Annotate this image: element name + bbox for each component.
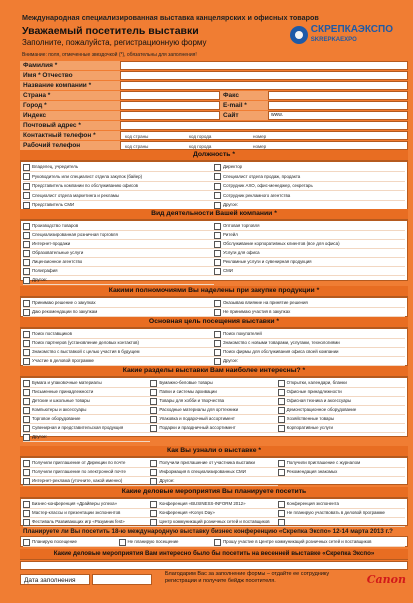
option-item[interactable] [23, 276, 214, 285]
checkbox[interactable] [119, 539, 126, 546]
work-phone-field[interactable] [120, 141, 408, 150]
option-label: Оптовая торговля [223, 223, 260, 228]
option-item[interactable] [23, 357, 214, 366]
option-label: Товары для хобби и творчества [159, 398, 225, 403]
option-item[interactable] [278, 518, 405, 527]
checkbox[interactable] [214, 202, 221, 209]
option-item[interactable] [278, 388, 405, 397]
option-label: Не планирую посещение [127, 539, 179, 544]
checkbox[interactable] [23, 380, 30, 387]
option-item[interactable] [278, 424, 405, 433]
events-options [20, 498, 408, 526]
option-label: Поиск фирмы для обслуживания офиса своей компании [223, 349, 339, 354]
option-item[interactable] [278, 509, 405, 518]
option-item[interactable] [278, 397, 405, 406]
events-section [20, 487, 408, 526]
option-label: Бизнес-конференция «Драйверы успеха» [32, 501, 118, 506]
footer [20, 571, 408, 589]
canon-logo: Canon [366, 573, 406, 586]
option-label: Не принимаю участия в закупках [223, 309, 291, 314]
option-item[interactable] [23, 348, 214, 357]
option-item[interactable] [23, 406, 150, 415]
option-item[interactable] [23, 299, 214, 308]
option-label: Демонстрационное оборудование [286, 407, 357, 412]
contact-phone-label: Контактный телефон * [20, 131, 120, 140]
option-label: Сотрудник АХО, офис-менеджер, секретарь [223, 183, 313, 189]
option-item[interactable] [278, 415, 405, 424]
thanks-text: Благодарим Вас за заполнение формы – отдайте ее сотруднику регистрации и получите бейдж посетителя. [165, 571, 330, 584]
option-label: Знакомство с выставкой с целью участия в будущем [32, 349, 140, 354]
checkbox[interactable] [214, 268, 221, 275]
option-label: Другое: [32, 434, 48, 439]
option-item[interactable] [214, 330, 405, 339]
option-item[interactable] [23, 433, 150, 442]
checkbox[interactable] [23, 539, 30, 546]
checkbox[interactable] [23, 340, 30, 347]
checkbox[interactable] [23, 300, 30, 307]
checkbox[interactable] [150, 469, 157, 476]
option-label: Ритейл [223, 232, 238, 237]
checkbox[interactable] [214, 349, 221, 356]
option-item[interactable] [214, 182, 405, 191]
form-subtitle: Заполните, пожалуйста, регистрационную форму [22, 38, 207, 47]
option-item[interactable] [23, 477, 150, 486]
option-label: Упаковка и подарочный ассортимент [159, 416, 235, 421]
checkbox[interactable] [214, 309, 221, 316]
index-field[interactable] [120, 111, 220, 120]
checkbox[interactable] [150, 389, 157, 396]
option-label: Руководитель или специалист отдела закупок (байер) [32, 173, 143, 179]
option-item[interactable] [23, 397, 150, 406]
name-field[interactable] [120, 71, 408, 80]
option-item[interactable] [214, 538, 405, 547]
country-code-hint: код страны [125, 134, 149, 139]
activity-title: Вид деятельности Вашей компании * [20, 209, 408, 220]
option-item[interactable] [214, 308, 405, 317]
logo-name: СКРЕПКАЭКСПО [310, 24, 393, 35]
checkbox[interactable] [150, 407, 157, 414]
checkbox[interactable] [23, 389, 30, 396]
number-hint: номер [253, 134, 267, 139]
contact-phone-field[interactable] [120, 131, 408, 140]
authority-title: Какими полномочиями Вы наделены при закупке продукции * [20, 286, 408, 297]
checkbox[interactable] [23, 425, 30, 432]
checkbox[interactable] [278, 389, 285, 396]
option-label: Информация в специализированных СМИ [159, 469, 246, 474]
option-item[interactable] [150, 459, 277, 468]
option-label: Прошу участие в Центре коммуникаций розничных сетей и поставщиков [223, 539, 372, 544]
option-item[interactable] [23, 231, 214, 240]
checkbox[interactable] [214, 259, 221, 266]
checkbox[interactable] [23, 460, 30, 467]
option-label: Сувенирная и представительская продукция [32, 425, 124, 430]
checkbox[interactable] [214, 173, 221, 180]
option-label: Хозяйственные товары [286, 416, 335, 421]
option-item[interactable] [214, 192, 405, 201]
option-label: Планирую посещение [32, 539, 77, 544]
checkbox[interactable] [278, 460, 285, 467]
checkbox[interactable] [23, 469, 30, 476]
events-title: Какие деловые мероприятия Вы планируете посетить [20, 487, 408, 498]
fax-label: Факс [220, 91, 268, 100]
plan-section [20, 527, 408, 547]
checkbox[interactable] [23, 349, 30, 356]
option-label: Папки и системы архивации [159, 389, 217, 394]
company-field[interactable] [120, 81, 408, 90]
checkbox[interactable] [23, 268, 30, 275]
option-label: Офисные принадлежности [286, 389, 342, 394]
work-phone-label: Рабочий телефон [20, 141, 120, 150]
interest-section [20, 366, 408, 437]
option-item[interactable] [23, 330, 214, 339]
option-item[interactable] [150, 477, 277, 486]
option-label: Подарки и праздничный ассортимент [159, 425, 236, 430]
option-label: СМИ [223, 268, 233, 273]
option-label: Корпоративные услуги [286, 425, 333, 430]
index-label: Индекс [20, 111, 120, 120]
option-label: Расходные материалы для оргтехники [159, 407, 239, 412]
city-code-hint: код города [189, 144, 212, 149]
option-label: Принимаю решение о закупках [32, 300, 96, 305]
checkbox[interactable] [214, 250, 221, 257]
option-label: Торговое оборудование [32, 416, 81, 421]
number-hint: номер [253, 144, 267, 149]
registration-form [4, 3, 409, 597]
option-item[interactable] [23, 424, 150, 433]
option-item[interactable] [214, 258, 405, 267]
checkbox[interactable] [278, 407, 285, 414]
checkbox[interactable] [23, 183, 30, 190]
checkbox[interactable] [23, 259, 30, 266]
family-field[interactable] [120, 61, 408, 70]
option-label: Другое: [159, 478, 175, 483]
checkbox[interactable] [214, 232, 221, 239]
checkbox[interactable] [23, 173, 30, 180]
option-item[interactable] [23, 258, 214, 267]
option-label: Не планирую участвовать в деловой программе [286, 510, 385, 515]
option-label: Открытки, календари, бланки [286, 380, 347, 385]
checkbox[interactable] [23, 510, 30, 517]
option-label: Фестиваль Развивающих игр «Разумник fest» [32, 519, 125, 524]
future-question: Какие деловые мероприятия Вам интересно было бы посетить на весенней выставке «Скрепка Экспо» [20, 549, 408, 560]
checkbox[interactable] [278, 380, 285, 387]
authority-section [20, 286, 408, 317]
checkbox[interactable] [214, 340, 221, 347]
checkbox[interactable] [150, 501, 157, 508]
option-label: Конференция экспонента [286, 501, 339, 506]
option-item[interactable] [214, 163, 405, 172]
goal-section [20, 317, 408, 366]
option-label: Директор [223, 164, 243, 169]
option-item[interactable] [23, 538, 119, 547]
date-field[interactable] [92, 574, 152, 585]
option-label: Офисная техника и аксессуары [286, 398, 352, 403]
option-item[interactable] [150, 379, 277, 388]
authority-options [20, 297, 408, 317]
option-label: Получили приглашение от Дирекции по почте [32, 460, 126, 465]
option-item[interactable] [119, 538, 215, 547]
checkbox[interactable] [150, 519, 157, 526]
checkbox[interactable] [150, 478, 157, 485]
checkbox[interactable] [23, 309, 30, 316]
option-label: Поиск поставщиков [32, 331, 72, 336]
option-label: Рекламные услуги и сувенирная продукция [223, 259, 312, 264]
option-item[interactable] [23, 468, 150, 477]
checkbox[interactable] [150, 416, 157, 423]
checkbox[interactable] [150, 425, 157, 432]
option-item[interactable] [150, 415, 277, 424]
option-item[interactable] [214, 357, 405, 366]
name-label: Имя * Отчество [20, 71, 120, 80]
option-label: Специализированная розничная торговля [32, 232, 118, 237]
activity-section [20, 209, 408, 281]
city-label: Город * [20, 101, 120, 110]
option-item[interactable] [214, 339, 405, 348]
checkbox[interactable] [214, 331, 221, 338]
checkbox[interactable] [23, 164, 30, 171]
checkbox[interactable] [278, 398, 285, 405]
option-item[interactable] [214, 249, 405, 258]
option-label: Другое: [32, 277, 48, 282]
checkbox[interactable] [23, 223, 30, 230]
checkbox[interactable] [150, 398, 157, 405]
option-item[interactable] [278, 406, 405, 415]
option-item[interactable] [278, 500, 405, 509]
option-label: Знакомство с новыми товарами, услугами, технологиями [223, 340, 340, 345]
option-label: Детские и школьные товары [32, 398, 90, 403]
checkbox[interactable] [214, 183, 221, 190]
address-label: Почтовый адрес * [20, 121, 120, 130]
option-label: Владелец, учредитель [32, 164, 79, 169]
checkbox[interactable] [278, 416, 285, 423]
option-label: Даю рекомендации по закупкам [32, 309, 98, 314]
option-label: Получили приглашение с журналом [286, 460, 361, 465]
checkbox[interactable] [150, 460, 157, 467]
required-note: Внимание: поля, отмеченные звездочкой (*), обязательны для заполнения! [22, 52, 197, 58]
checkbox[interactable] [23, 407, 30, 414]
position-options [20, 161, 408, 213]
checkbox[interactable] [23, 416, 30, 423]
checkbox[interactable] [23, 202, 30, 209]
source-section [20, 446, 408, 485]
option-item[interactable] [150, 518, 277, 527]
option-label: Поиск покупателей [223, 331, 262, 336]
option-label: Участие в деловой программе [32, 358, 94, 363]
checkbox[interactable] [278, 501, 285, 508]
option-label: Другое: [223, 202, 239, 208]
checkbox[interactable] [23, 250, 30, 257]
option-item[interactable] [23, 222, 214, 231]
option-item[interactable] [150, 388, 277, 397]
checkbox[interactable] [214, 539, 221, 546]
option-label: Поиск партнеров (установление деловых контактов) [32, 340, 139, 345]
logo-sub: SKREPKAEXPO [310, 37, 357, 43]
option-item[interactable] [23, 192, 214, 201]
goal-title: Основная цель посещения выставки * [20, 317, 408, 328]
option-item[interactable] [23, 182, 214, 191]
future-section [20, 549, 408, 570]
option-label: Мастер-классы и презентации экспонентов [32, 510, 121, 515]
option-label: Бумажно-беловые товары [159, 380, 213, 385]
checkbox[interactable] [23, 241, 30, 248]
option-label: Компьютеры и аксессуары [32, 407, 87, 412]
checkbox[interactable] [23, 331, 30, 338]
checkbox[interactable] [278, 469, 285, 476]
option-label: Рекомендация знакомых [286, 469, 338, 474]
option-item[interactable] [214, 348, 405, 357]
checkbox[interactable] [23, 358, 30, 365]
option-label: Лицензионное агентство [32, 259, 83, 264]
option-label: Интернет-реклама (уточните, какой именно) [32, 478, 123, 483]
option-item[interactable] [23, 379, 150, 388]
option-item[interactable] [278, 379, 405, 388]
country-field[interactable] [120, 91, 220, 100]
interest-title: Какие разделы выставки Вам наиболее интересны? * [20, 366, 408, 377]
option-item[interactable] [150, 397, 277, 406]
option-label: Специалист отдела маркетинга и рекламы [32, 192, 120, 198]
company-label: Название компании * [20, 81, 120, 90]
option-item[interactable] [23, 339, 214, 348]
option-item[interactable] [150, 509, 277, 518]
checkbox[interactable] [278, 510, 285, 517]
checkbox[interactable] [23, 232, 30, 239]
checkbox[interactable] [214, 164, 221, 171]
activity-options [20, 220, 408, 281]
option-item[interactable] [23, 459, 150, 468]
address-field[interactable] [120, 121, 408, 130]
option-item[interactable] [23, 388, 150, 397]
option-item[interactable] [214, 231, 405, 240]
option-label: Центр коммуникаций розничных сетей и поставщиков [159, 519, 270, 524]
checkbox[interactable] [214, 358, 221, 365]
contact-fields [20, 61, 408, 151]
checkbox[interactable] [23, 192, 30, 199]
family-label: Фамилия * [20, 61, 120, 70]
option-item[interactable] [214, 240, 405, 249]
city-field[interactable] [120, 101, 220, 110]
option-item[interactable] [214, 267, 405, 276]
source-options [20, 457, 408, 485]
checkbox[interactable] [278, 425, 285, 432]
checkbox[interactable] [23, 501, 30, 508]
checkbox[interactable] [150, 380, 157, 387]
checkbox[interactable] [23, 434, 30, 441]
checkbox[interactable] [23, 478, 30, 485]
plan-options [20, 536, 408, 547]
option-item[interactable] [214, 173, 405, 182]
date-label: Дата заполнения [20, 574, 90, 585]
option-item[interactable] [23, 500, 150, 509]
city-code-hint: код города [189, 134, 212, 139]
option-item[interactable] [23, 267, 214, 276]
option-item[interactable] [23, 173, 214, 182]
option-label: Полиграфия [32, 268, 58, 273]
option-label: Сотрудник рекламного агентства [223, 192, 291, 198]
exhibition-name: Международная специализированная выставка канцелярских и офисных товаров [22, 13, 319, 22]
checkbox[interactable] [214, 300, 221, 307]
country-label: Страна * [20, 91, 120, 100]
checkbox[interactable] [150, 510, 157, 517]
country-code-hint: код страны [125, 144, 149, 149]
skrepka-logo [290, 25, 393, 45]
option-label: Представитель СМИ [32, 202, 75, 208]
option-item[interactable] [23, 518, 150, 527]
checkbox[interactable] [278, 519, 285, 526]
option-item[interactable] [278, 468, 405, 477]
option-label: Конференция «Konys Day» [159, 510, 215, 515]
position-title: Должность * [20, 150, 408, 161]
option-label: Производство товаров [32, 223, 79, 228]
option-item[interactable] [214, 299, 405, 308]
checkbox[interactable] [214, 192, 221, 199]
checkbox[interactable] [23, 519, 30, 526]
future-field[interactable] [20, 561, 408, 570]
plan-question: Планируете ли Вы посетить 18-ю международную выставку бизнес конференцию «Скрепка Экспо» 12-14 марта 2013 г.? [23, 528, 393, 535]
option-label: Оказываю влияние на принятие решения [223, 300, 308, 305]
interest-options [20, 377, 408, 437]
option-item[interactable] [150, 500, 277, 509]
site-field[interactable]: www. [268, 111, 408, 120]
checkbox[interactable] [23, 277, 30, 284]
checkbox[interactable] [214, 223, 221, 230]
email-label: E-mail * [220, 101, 268, 110]
option-item[interactable] [23, 509, 150, 518]
source-title: Как Вы узнали о выставке * [20, 446, 408, 457]
option-label: Обслуживание корпоративных клиентов (все для офиса) [223, 241, 340, 246]
option-item[interactable] [23, 308, 214, 317]
email-field[interactable] [268, 101, 408, 110]
option-item[interactable] [278, 459, 405, 468]
checkbox[interactable] [23, 398, 30, 405]
checkbox[interactable] [214, 241, 221, 248]
position-section [20, 150, 408, 213]
option-label: Специалист отдела продаж, продакта [223, 173, 301, 179]
option-label: Бумага и упаковочные материалы [32, 380, 102, 385]
option-item[interactable] [150, 424, 277, 433]
logo-mark-icon [290, 26, 308, 44]
option-label: Услуги для офиса [223, 250, 260, 255]
form-title: Уважаемый посетитель выставки [22, 25, 199, 37]
option-label: Конференция «BUSINESS-INFORM 2012» [159, 501, 246, 506]
site-label: Сайт [220, 111, 268, 120]
option-item[interactable] [23, 249, 214, 258]
option-label: Другое: [223, 358, 239, 363]
option-item[interactable] [23, 240, 214, 249]
option-item[interactable] [23, 163, 214, 172]
option-item[interactable] [23, 415, 150, 424]
fax-field[interactable] [268, 91, 408, 100]
option-label: Получили приглашение по электронной почте [32, 469, 126, 474]
option-label: Интернет-продажи [32, 241, 71, 246]
option-label: Получили приглашение от участника выставки [159, 460, 255, 465]
option-item[interactable] [150, 468, 277, 477]
option-label: Представитель компании по обслуживанию офисов [32, 183, 138, 189]
option-label: Образовательные услуги [32, 250, 84, 255]
option-item[interactable] [150, 406, 277, 415]
option-item[interactable] [214, 222, 405, 231]
option-label: Письменные принадлежности [32, 389, 94, 394]
goal-options [20, 328, 408, 366]
